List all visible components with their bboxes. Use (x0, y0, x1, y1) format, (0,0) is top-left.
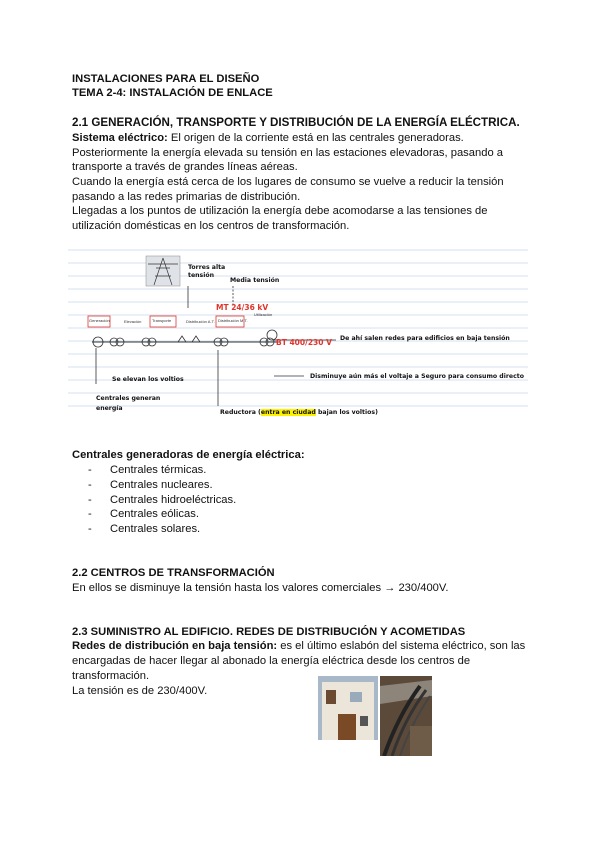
label-bt: BT 400/230 V (276, 338, 332, 347)
list-item: - Centrales térmicas. (88, 463, 236, 478)
box-distribucion-at: Distribución A.T. (186, 319, 215, 324)
tower-photo (146, 256, 180, 286)
box-transporte: Transporte (152, 318, 172, 323)
term-sistema-electrico: Sistema eléctrico: (72, 132, 168, 144)
paragraph-line: encargadas de hacer llegar al abonado la energía eléctrica desde los centros de (72, 655, 471, 667)
electric-system-diagram (68, 246, 528, 424)
label-mt: MT 24/36 kV (216, 303, 269, 312)
note-reductora: Reductora (entra en ciudad bajan los voltios) (220, 409, 378, 416)
box-utilizacion: Utilización (254, 312, 273, 317)
note-towers: Torres alta tensión (188, 264, 226, 279)
list-item: - Centrales eólicas. (88, 507, 236, 522)
cable-trench-photo (380, 676, 432, 756)
paragraph-line: La tensión es de 230/400V. (72, 685, 208, 697)
box-distribucion-mt: Distribución M.T. (218, 318, 248, 323)
list-item: - Centrales nucleares. (88, 478, 236, 493)
paragraph-line: transporte a través de grandes líneas aéreas. (72, 161, 298, 173)
paragraph-line: Posteriormente la energía elevada su tensión en las estaciones elevadoras, pasando a (72, 147, 503, 159)
centrales-list (88, 463, 236, 537)
section-1-heading: 2.1 GENERACIÓN, TRANSPORTE Y DISTRIBUCIÓN DE LA ENERGÍA ELÉCTRICA. (72, 116, 520, 129)
section-2-heading: 2.2 CENTROS DE TRANSFORMACIÓN (72, 567, 275, 579)
note-disminuye: Disminuye aún más el voltaje a Seguro para consumo directo (310, 373, 524, 380)
term-redes-bt: Redes de distribución en baja tensión: (72, 640, 278, 652)
note-bt-redes: De ahí salen redes para edificios en baja tensión (340, 335, 510, 342)
box-generacion: Generación (89, 318, 110, 323)
paragraph-line: Llegadas a los puntos de utilización la energía debe acomodarse a las tensiones de (72, 205, 488, 217)
paragraph-line: pasando a las redes primarias de distribución. (72, 191, 301, 203)
box-elevacion: Elevación (124, 319, 142, 324)
topic-title: TEMA 2-4: INSTALACIÓN DE ENLACE (72, 87, 273, 99)
note-centrales: Centrales generan energía (96, 395, 161, 412)
paragraph-line: Redes de distribución en baja tensión: es el último eslabón del sistema eléctrico, son las (72, 640, 526, 652)
paragraph-line: Sistema eléctrico: El origen de la corriente está en las centrales generadoras. (72, 132, 464, 144)
paragraph-line: Cuando la energía está cerca de los lugares de consumo se vuelve a reducir la tensión (72, 176, 504, 188)
building-photo (318, 676, 378, 740)
note-elevan: Se elevan los voltios (112, 376, 184, 383)
paragraph-line: En ellos se disminuye la tensión hasta los valores comerciales → 230/400V. (72, 582, 449, 594)
course-title: INSTALACIONES PARA EL DISEÑO (72, 73, 260, 85)
list-item: - Centrales hidroeléctricas. (88, 493, 236, 508)
paragraph-line: utilización domésticas en los centros de transformación. (72, 220, 350, 232)
note-media-tension: Media tensión (230, 277, 280, 284)
paragraph-line: transformación. (72, 670, 150, 682)
section-3-heading: 2.3 SUMINISTRO AL EDIFICIO. REDES DE DISTRIBUCIÓN Y ACOMETIDAS (72, 626, 466, 638)
centrales-heading: Centrales generadoras de energía eléctrica: (72, 449, 305, 461)
list-item: - Centrales solares. (88, 522, 236, 537)
